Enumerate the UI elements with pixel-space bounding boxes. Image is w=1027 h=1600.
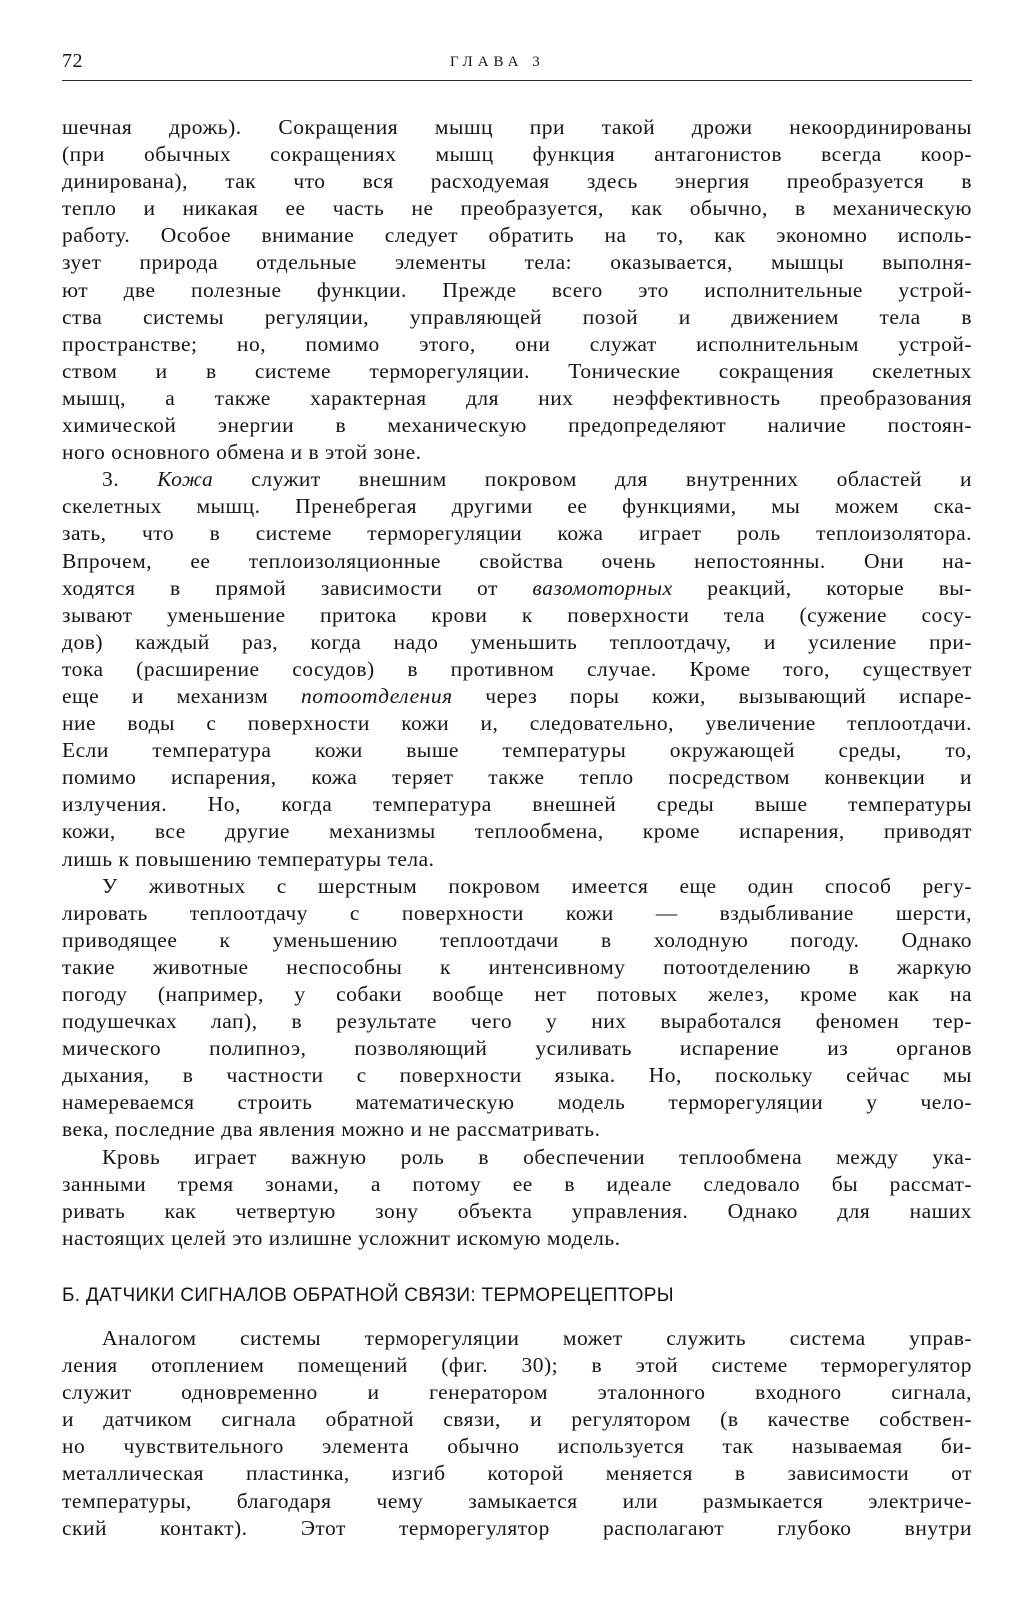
text-line: Впрочем, ее теплоизоляционные свойства очень непостоянны. Они на- bbox=[62, 548, 972, 573]
text-line: пространстве; но, помимо этого, они служат исполнительным устрой- bbox=[62, 331, 972, 356]
text-line: века, последние два явления можно и не рассматривать. bbox=[62, 1117, 601, 1142]
text-line: еще и механизм потоотделения через поры кожи, вызывающий испаре- bbox=[62, 683, 972, 708]
text-line: ние воды с поверхности кожи и, следовательно, увеличение теплоотдачи. bbox=[62, 711, 972, 736]
text-line: химической энергии в механическую предопределяют наличие постоян- bbox=[62, 413, 972, 438]
text-line: температуры, благодаря чему замыкается или размыкается электриче- bbox=[62, 1488, 972, 1513]
page-header bbox=[62, 46, 972, 76]
text-line: кожи, все другие механизмы теплообмена, кроме испарения, приводят bbox=[62, 819, 972, 844]
text-line: дов) каждый раз, когда надо уменьшить теплоотдачу, и усиление при- bbox=[62, 629, 972, 654]
text-line: 3. Кожа служит внешним покровом для внутренних областей и bbox=[102, 467, 972, 492]
text-line: но чувствительного элемента обычно используется так называемая би- bbox=[62, 1434, 972, 1459]
text-line: зывают уменьшение притока крови к поверхности тела (сужение сосу- bbox=[62, 602, 972, 627]
text-line: мического полипноэ, позволяющий усиливать испарение из органов bbox=[62, 1036, 972, 1061]
text-line: ходятся в прямой зависимости от вазомоторных реакций, которые вы- bbox=[62, 575, 972, 600]
text-line: настоящих целей это излишне усложнит искомую модель. bbox=[62, 1225, 621, 1250]
text-line: зать, что в системе терморегуляции кожа играет роль теплоизолятора. bbox=[62, 521, 972, 546]
text-line: дыхания, в частности с поверхности языка. Но, поскольку сейчас мы bbox=[62, 1063, 972, 1088]
text-line: работу. Особое внимание следует обратить на то, как экономно исполь- bbox=[62, 223, 972, 248]
text-line: (при обычных сокращениях мышц функция антагонистов всегда коор- bbox=[62, 142, 972, 167]
text-line: лишь к повышению температуры тела. bbox=[62, 846, 435, 871]
text-line: динирована), так что вся расходуемая здесь энергия преобразуется в bbox=[62, 169, 972, 194]
text-line: приводящее к уменьшению теплоотдачи в холодную погоду. Однако bbox=[62, 927, 972, 952]
paragraph bbox=[62, 873, 972, 1144]
text-line: тепло и никакая ее часть не преобразуется, как обычно, в механическую bbox=[62, 196, 972, 221]
section-heading: Б. ДАТЧИКИ СИГНАЛОВ ОБРАТНОЙ СВЯЗИ: ТЕРМОРЕЦЕПТОРЫ bbox=[62, 1284, 674, 1306]
text-line: намереваемся строить математическую модель терморегуляции у чело- bbox=[62, 1090, 972, 1115]
text-line: тока (расширение сосудов) в противном случае. Кроме того, существует bbox=[62, 656, 972, 681]
text-line: Кровь играет важную роль в обеспечении теплообмена между ука- bbox=[102, 1144, 972, 1169]
text-line: помимо испарения, кожа теряет также тепло посредством конвекции и bbox=[62, 765, 972, 790]
text-line: ного основного обмена и в этой зоне. bbox=[62, 440, 422, 465]
text-line: подушечках лап), в результате чего у них выработался феномен тер- bbox=[62, 1009, 972, 1034]
header-rule bbox=[62, 80, 972, 81]
text-line: ства системы регуляции, управляющей позой и движением тела в bbox=[62, 304, 972, 329]
text-line: мышц, а также характерная для них неэффективность преобразования bbox=[62, 385, 972, 410]
text-line: такие животные неспособны к интенсивному потоотделению в жаркую bbox=[62, 954, 972, 979]
text-line: ривать как четвертую зону объекта управления. Однако для наших bbox=[62, 1198, 972, 1223]
text-line: шечная дрожь). Сокращения мышц при такой дрожи некоординированы bbox=[62, 115, 972, 139]
text-line: ления отоплением помещений (фиг. 30); в этой системе терморегулятор bbox=[62, 1353, 972, 1378]
text-line: и датчиком сигнала обратной связи, и регулятором (в качестве собствен- bbox=[62, 1407, 972, 1432]
page-number: 72 bbox=[62, 50, 83, 72]
text-line: У животных с шерстным покровом имеется еще один способ регу- bbox=[102, 873, 972, 898]
text-line: ством и в системе терморегуляции. Тонические сокращения скелетных bbox=[62, 358, 972, 383]
running-head: ГЛАВА 3 bbox=[450, 54, 545, 70]
text-line: скелетных мышц. Пренебрегая другими ее функциями, мы можем ска- bbox=[62, 494, 972, 519]
text-line: излучения. Но, когда температура внешней среды выше температуры bbox=[62, 792, 972, 817]
book-page bbox=[62, 46, 972, 1540]
paragraph bbox=[62, 466, 972, 872]
text-line: Аналогом системы терморегуляции может служить система управ- bbox=[102, 1325, 972, 1350]
text-line: зует природа отдельные элементы тела: оказывается, мышцы выполня- bbox=[62, 250, 972, 275]
text-line: ский контакт). Этот терморегулятор располагают глубоко внутри bbox=[62, 1515, 972, 1540]
text-line: ют две полезные функции. Прежде всего это исполнительные устрой- bbox=[62, 277, 972, 302]
text-line: служит одновременно и генератором эталонного входного сигнала, bbox=[62, 1380, 972, 1405]
paragraph bbox=[62, 1144, 972, 1252]
text-line: погоду (например, у собаки вообще нет потовых желез, кроме как на bbox=[62, 982, 972, 1006]
paragraph bbox=[62, 114, 972, 466]
text-line: лировать теплоотдачу с поверхности кожи — вздыбливание шерсти, bbox=[62, 900, 972, 925]
text-line: занными тремя зонами, а потому ее в идеале следовало бы рассмат- bbox=[62, 1171, 972, 1196]
paragraph bbox=[62, 1325, 972, 1542]
body-text bbox=[62, 114, 972, 1542]
text-line: Если температура кожи выше температуры окружающей среды, то, bbox=[62, 738, 972, 763]
text-line: металлическая пластинка, изгиб которой меняется в зависимости от bbox=[62, 1461, 972, 1486]
